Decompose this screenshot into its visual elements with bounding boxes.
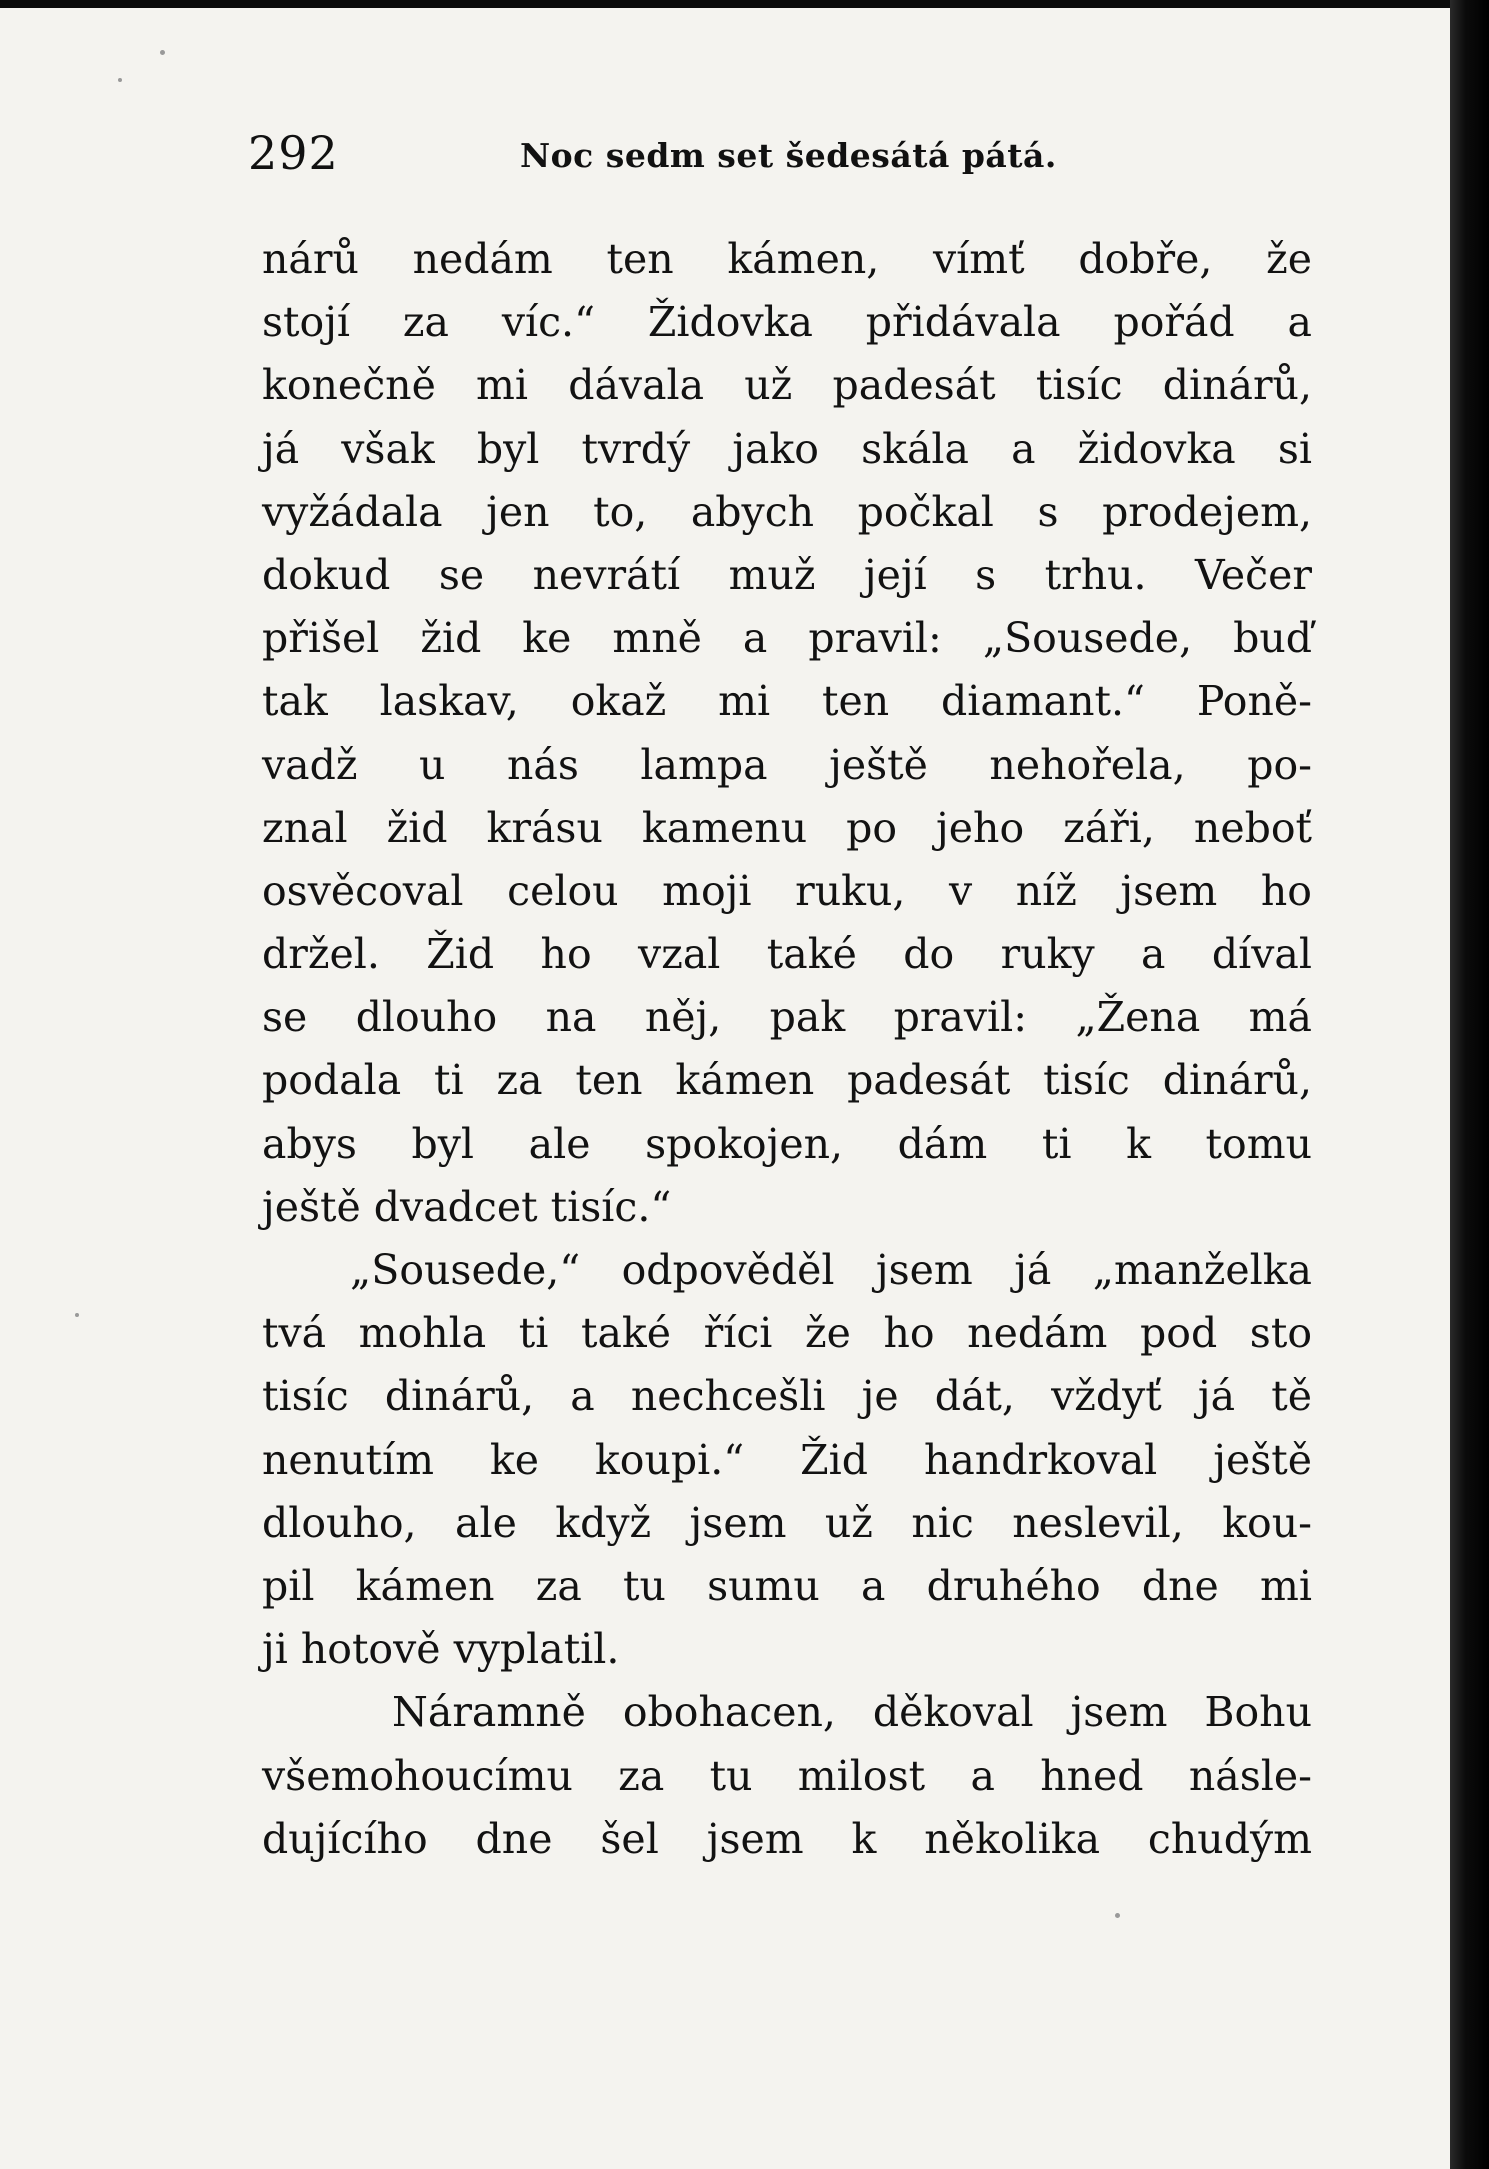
text-line: tvá mohla ti také říci že ho nedám pod sto: [262, 1309, 1312, 1358]
text-line: „Sousede,“ odpověděl jsem já „manželka: [350, 1246, 1312, 1294]
text-line: tisíc dinárů, a nechcešli je dát, vždyť já tě: [262, 1372, 1312, 1421]
paper-speck: [1115, 1913, 1120, 1918]
body-text: [262, 228, 1312, 1871]
text-line: ještě dvadcet tisíc.“: [262, 1182, 672, 1231]
text-line: dlouho, ale když jsem už nic neslevil, kou-: [262, 1498, 1312, 1547]
paper-speck: [118, 78, 122, 82]
text-line: konečně mi dávala už padesát tisíc dinárů,: [262, 361, 1312, 410]
text-line: vadž u nás lampa ještě nehořela, po-: [262, 740, 1312, 789]
text-line: Náramně obohacen, děkoval jsem Bohu: [392, 1688, 1312, 1737]
book-page: [0, 8, 1450, 2169]
page-edge-shadow: [1450, 0, 1489, 2169]
text-line: dokud se nevrátí muž její s trhu. Večer: [262, 550, 1312, 599]
page-header: [248, 126, 1328, 186]
text-line: abys byl ale spokojen, dám ti k tomu: [262, 1119, 1312, 1168]
running-title: Noc sedm set šedesátá pátá.: [520, 136, 1057, 175]
text-line: přišel žid ke mně a pravil: „Sousede, buď: [262, 614, 1312, 663]
text-line: nenutím ke koupi.“ Žid handrkoval ještě: [262, 1435, 1312, 1484]
text-line: tak laskav, okaž mi ten diamant.“ Poně-: [262, 677, 1312, 726]
text-line: vyžádala jen to, abych počkal s prodejem,: [262, 487, 1312, 536]
text-line: znal žid krásu kamenu po jeho záři, neboť: [262, 803, 1312, 852]
text-line: nárů nedám ten kámen, vímť dobře, že: [262, 235, 1312, 283]
paper-speck: [160, 50, 165, 55]
text-line: všemohoucímu za tu milost a hned násle-: [262, 1751, 1312, 1800]
page-number: 292: [248, 126, 339, 180]
text-line: držel. Žid ho vzal také do ruky a díval: [262, 930, 1312, 979]
text-line: pil kámen za tu sumu a druhého dne mi: [262, 1561, 1312, 1610]
text-line: stojí za víc.“ Židovka přidávala pořád a: [262, 298, 1312, 347]
text-line: osvěcoval celou moji ruku, v níž jsem ho: [262, 866, 1312, 915]
text-line: ji hotově vyplatil.: [262, 1625, 620, 1674]
text-line: dujícího dne šel jsem k několika chudým: [262, 1814, 1312, 1863]
paper-speck: [75, 1313, 79, 1317]
text-line: se dlouho na něj, pak pravil: „Žena má: [262, 993, 1312, 1042]
text-line: podala ti za ten kámen padesát tisíc dinárů,: [262, 1056, 1312, 1105]
text-line: já však byl tvrdý jako skála a židovka si: [262, 424, 1312, 473]
